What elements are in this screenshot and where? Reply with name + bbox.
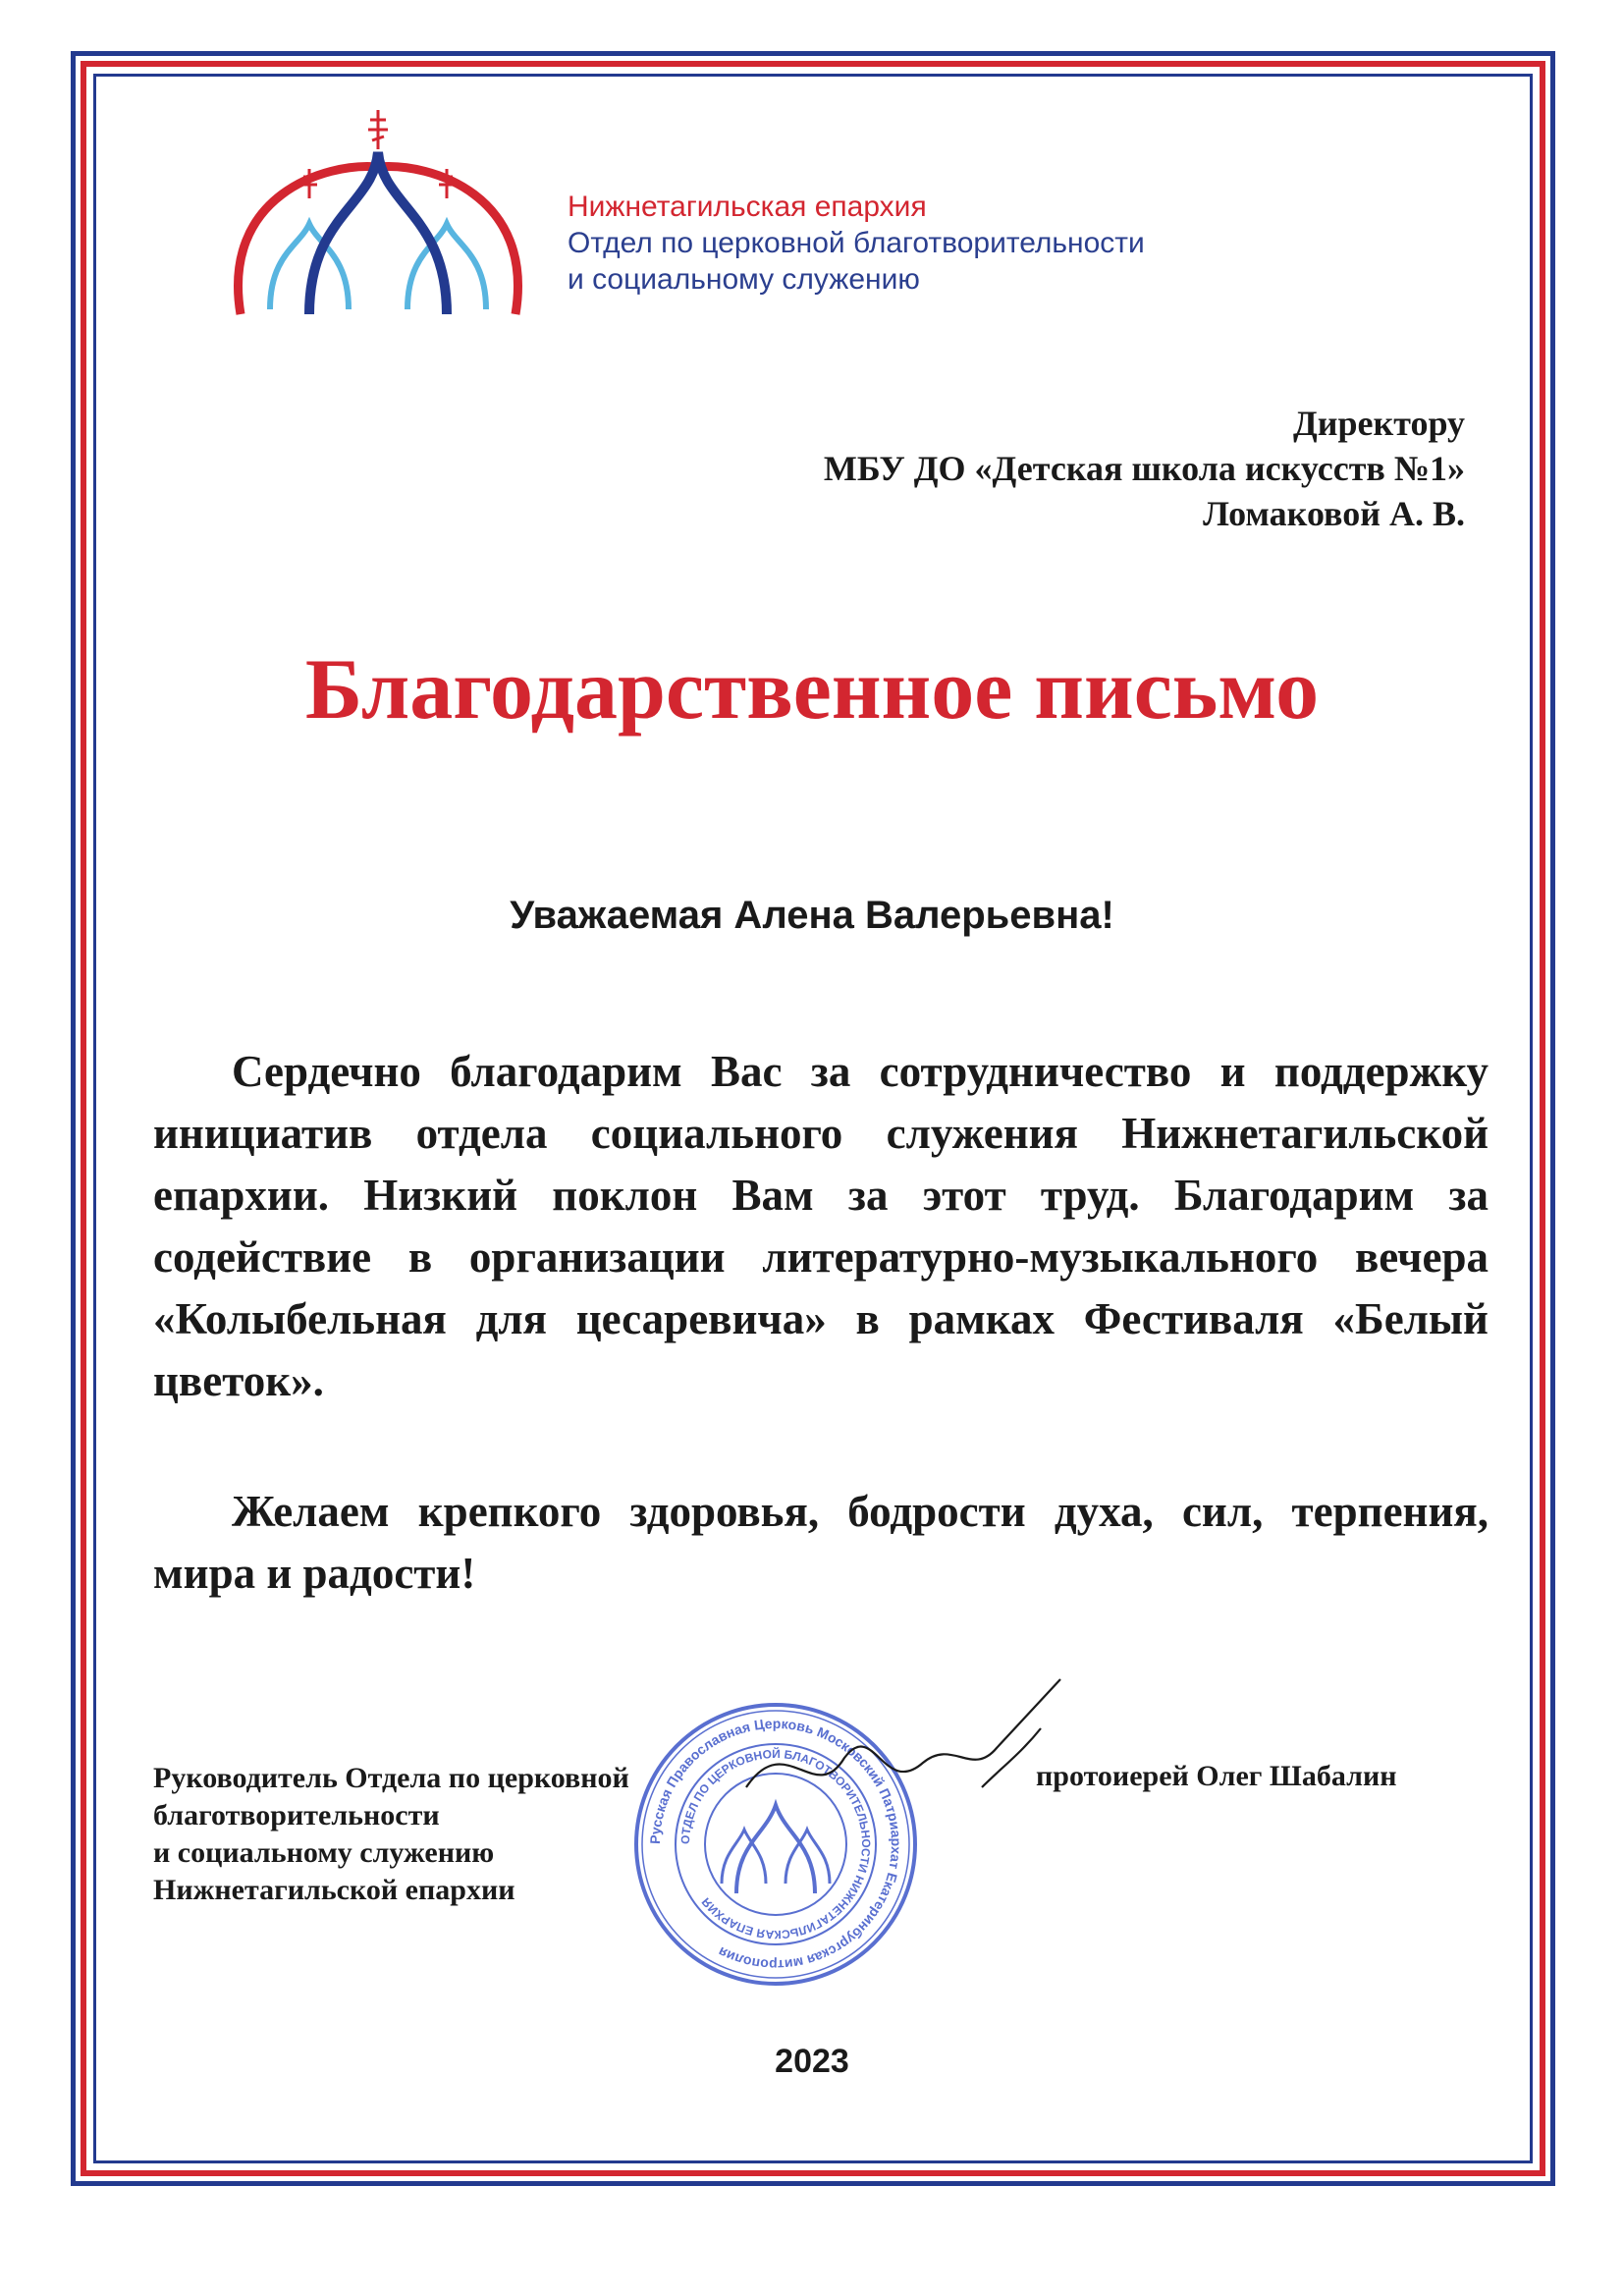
organization-name bbox=[568, 189, 1145, 298]
position-line-4: Нижнетагильской епархии bbox=[153, 1874, 515, 1906]
signatory-name: протоиерей Олег Шабалин bbox=[1036, 1760, 1397, 1792]
signatory-position bbox=[153, 1760, 629, 1909]
dept-line-1: Отдел по церковной благотворительности bbox=[568, 227, 1145, 259]
handwritten-signature bbox=[727, 1669, 1080, 1836]
stamp-outer-text: Русская Православная Церковь Московский Патриархат Екатеринбургская митрополия bbox=[646, 1715, 905, 1974]
org-name-line: Нижнетагильская епархия bbox=[568, 191, 927, 223]
document-year: 2023 bbox=[775, 2043, 849, 2080]
position-line-3: и социальному служению bbox=[153, 1836, 495, 1869]
position-line-1: Руководитель Отдела по церковной bbox=[153, 1762, 629, 1794]
addressee-block bbox=[824, 401, 1465, 536]
greeting: Уважаемая Алена Валерьевна! bbox=[510, 894, 1114, 937]
addressee-line-2: МБУ ДО «Детская школа искусств №1» bbox=[823, 449, 1465, 488]
wishes-paragraph: Желаем крепкого здоровья, бодрости духа, сил, терпения, мира и радости! bbox=[153, 1487, 1489, 1598]
stamp-inner-text: ОТДЕЛ ПО ЦЕРКОВНОЙ БЛАГОТВОРИТЕЛЬНОСТИ НИЖНЕТАГИЛЬСКАЯ ЕПАРХИЯ bbox=[677, 1746, 874, 1942]
dept-line-2: и социальному служению bbox=[568, 263, 920, 296]
position-line-2: благотворительности bbox=[153, 1799, 440, 1831]
cathedral-domes-icon bbox=[216, 108, 540, 334]
addressee-line-1: Директору bbox=[1292, 404, 1465, 443]
body-paragraph: Сердечно благодарим Вас за сотрудничество и поддержку инициатив отдела социального служения Нижнетагильской епархии. Низкий поклон Вам за этот труд. Благодарим за содействие в организации литературно-музыкального вечера «Колыбельная для цесаревича» в рамках Фестиваля «Белый цветок». bbox=[153, 1047, 1489, 1405]
document-title: Благодарственное письмо bbox=[304, 642, 1320, 738]
addressee-line-3: Ломаковой А. В. bbox=[1203, 494, 1465, 533]
